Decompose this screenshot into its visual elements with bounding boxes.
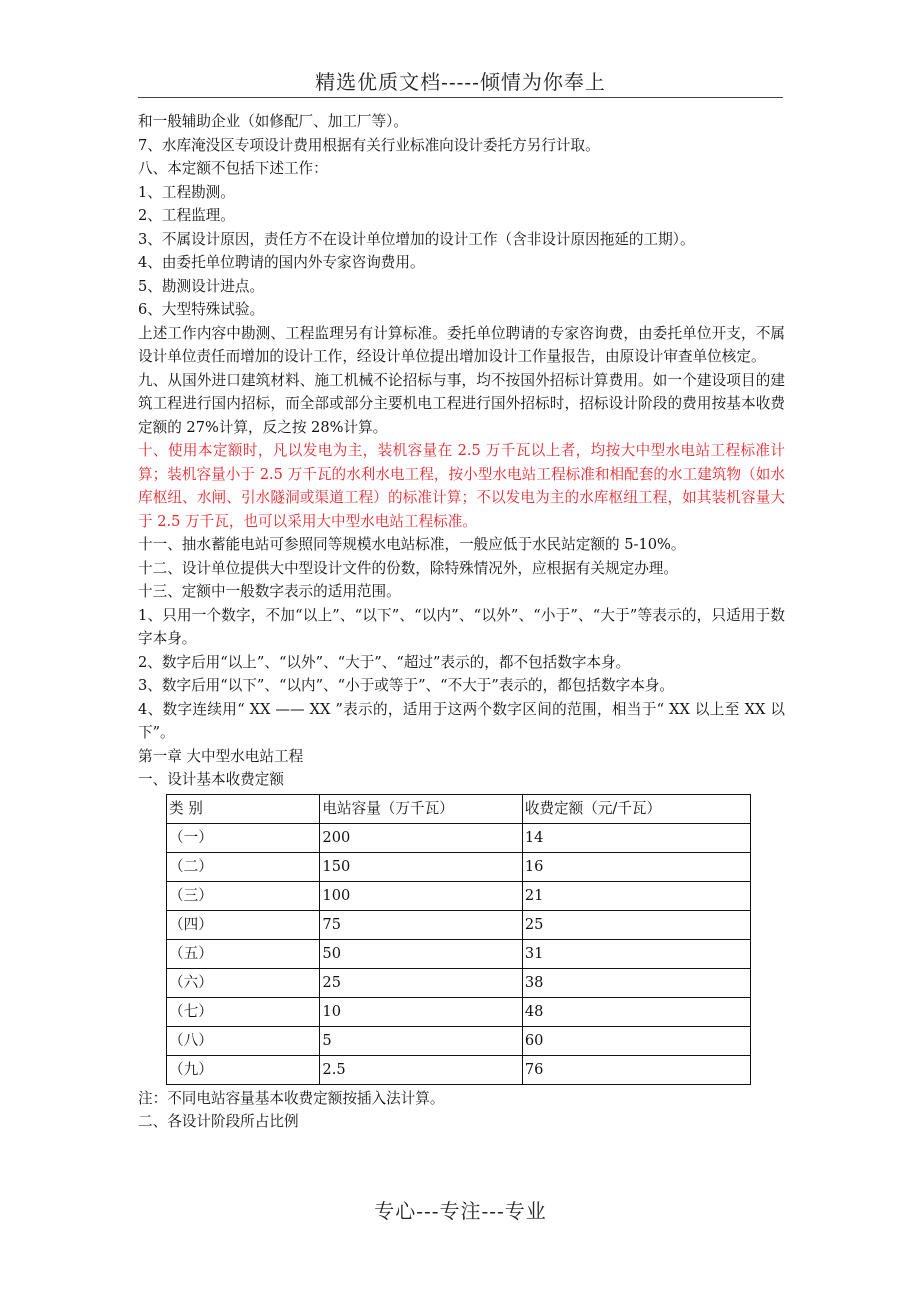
section-11-paragraph: 十一、抽水蓄能电站可参照同等规模水电站标准，一般应低于水民站定额的 5-10%。 — [138, 536, 686, 553]
table-cell-fee: 25 — [522, 910, 750, 939]
page-header-title: 精选优质文档-----倾情为你奉上 — [315, 70, 606, 94]
table-cell-capacity: 2.5 — [320, 1055, 522, 1084]
table-cell-capacity: 75 — [320, 910, 522, 939]
subsection-2-title: 二、各设计阶段所占比例 — [138, 1113, 299, 1130]
table-cell-category: （三） — [167, 881, 320, 910]
table-cell-category: （八） — [167, 1026, 320, 1055]
section-heading-8: 八、本定额不包括下述工作： — [138, 160, 328, 177]
table-cell-fee: 38 — [522, 968, 750, 997]
table-cell-capacity: 100 — [320, 881, 522, 910]
table-cell-capacity: 10 — [320, 997, 522, 1026]
table-row — [167, 1026, 751, 1055]
table-row — [167, 823, 751, 852]
list-item: 6、大型特殊试验。 — [138, 301, 265, 318]
table-cell-category: （二） — [167, 852, 320, 881]
section-13-heading: 十三、定额中一般数字表示的适用范围。 — [138, 583, 401, 600]
table-cell-capacity: 150 — [320, 852, 522, 881]
table-header-capacity: 电站容量（万千瓦） — [320, 794, 522, 823]
paragraph-item-7: 7、水库淹没区专项设计费用根据有关行业标准向设计委托方另行计取。 — [138, 136, 600, 154]
table-row — [167, 997, 751, 1026]
section-10-paragraph-highlighted: 十、使用本定额时，凡以发电为主，装机容量在 2.5 万千瓦以上者，均按大中型水电站工程标准计算；装机容量小于 2.5 万千瓦的水利水电工程，按小型水电站工程标准和相配套的水工建筑物（如水库枢纽、水闸、引水隧洞或渠道工程）的标准计算；不以发电为主的水库枢纽工程，如其装机容量大于 2.5 万千瓦，也可以采用大中型水电站工程标准。 — [138, 442, 785, 530]
table-cell-fee: 31 — [522, 939, 750, 968]
table-cell-fee: 60 — [522, 1026, 750, 1055]
section-12-paragraph: 十二、设计单位提供大中型设计文件的份数，除特殊情况外，应根据有关规定办理。 — [138, 559, 678, 577]
paragraph-continuation: 和一般辅助企业（如修配厂、加工厂等）。 — [138, 113, 408, 130]
table-cell-category: （五） — [167, 939, 320, 968]
header-divider — [138, 97, 783, 98]
list-item: 2、工程监理。 — [138, 207, 235, 224]
table-cell-category: （九） — [167, 1055, 320, 1084]
list-item: 3、数字后用“以下”、“以内”、“小于或等于”、“不大于”表示的，都包括数字本身。 — [138, 677, 674, 694]
table-cell-category: （六） — [167, 968, 320, 997]
table-cell-category: （一） — [167, 823, 320, 852]
table-row — [167, 881, 751, 910]
table-cell-capacity: 5 — [320, 1026, 522, 1055]
list-item: 1、工程勘测。 — [138, 183, 235, 201]
list-item: 1、只用一个数字，不加“以上”、“以下”、“以内”、“以外”、“小于”、“大于”等表示的，只适用于数字本身。 — [138, 606, 785, 647]
fee-rate-table — [166, 794, 751, 1085]
list-item: 4、数字连续用“ XX —— XX ”表示的，适用于这两个数字区间的范围，相当于“ XX 以上至 XX 以下”。 — [138, 700, 785, 741]
table-row — [167, 910, 751, 939]
table-row — [167, 1055, 751, 1084]
table-cell-category: （七） — [167, 997, 320, 1026]
table-cell-capacity: 200 — [320, 823, 522, 852]
list-item: 3、不属设计原因，责任方不在设计单位增加的设计工作（含非设计原因拖延的工期）。 — [138, 230, 695, 248]
paragraph-exclusions-note: 上述工作内容中勘测、工程监理另有计算标准。委托单位聘请的专家咨询费，由委托单位开支，不属设计单位责任而增加的设计工作，经设计单位提出增加设计工作量报告，由原设计审查单位核定。 — [138, 324, 785, 365]
section-9-paragraph: 九、从国外进口建筑材料、施工机械不论招标与事，均不按国外招标计算费用。如一个建设项目的建筑工程进行国内招标，而全部或部分主要机电工程进行国外招标时，招标设计阶段的费用按基本收费定额的 27%计算，反之按 28%计算。 — [138, 371, 785, 436]
table-cell-fee: 16 — [522, 852, 750, 881]
table-row — [167, 968, 751, 997]
table-cell-capacity: 50 — [320, 939, 522, 968]
table-cell-capacity: 25 — [320, 968, 522, 997]
table-row — [167, 939, 751, 968]
list-item: 4、由委托单位聘请的国内外专家咨询费用。 — [138, 254, 425, 271]
table-header-fee: 收费定额（元/千瓦） — [522, 794, 750, 823]
table-cell-fee: 14 — [522, 823, 750, 852]
table-cell-fee: 48 — [522, 997, 750, 1026]
list-item: 2、数字后用“以上”、“以外”、“大于”、“超过”表示的，都不包括数字本身。 — [138, 653, 631, 671]
subsection-1-title: 一、设计基本收费定额 — [138, 771, 284, 788]
table-cell-fee: 21 — [522, 881, 750, 910]
table-cell-fee: 76 — [522, 1055, 750, 1084]
chapter-1-title: 第一章 大中型水电站工程 — [138, 747, 304, 765]
list-item: 5、勘测设计进点。 — [138, 277, 265, 295]
table-row — [167, 852, 751, 881]
page-footer-text: 专心---专注---专业 — [374, 1199, 547, 1223]
table-note: 注：不同电站容量基本收费定额按插入法计算。 — [138, 1089, 445, 1107]
table-header-category: 类 别 — [167, 794, 320, 823]
document-body — [138, 110, 785, 1134]
table-header-row — [167, 794, 751, 823]
table-cell-category: （四） — [167, 910, 320, 939]
